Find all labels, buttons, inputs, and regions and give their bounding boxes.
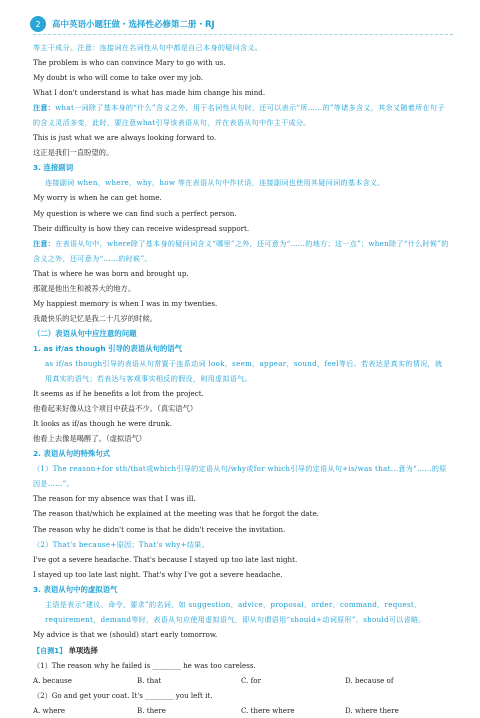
question-1-options <box>33 673 449 688</box>
text-line <box>33 70 449 85</box>
text-line <box>33 522 449 537</box>
line-text: （二）表语从句中应注意的问题 <box>33 328 137 338</box>
line-text: 那就是他出生和被养大的地方。 <box>33 283 136 293</box>
line-text: The reason that/which he explained at the meeting was that he forgot the date. <box>33 509 319 519</box>
text-line <box>33 281 449 296</box>
note-label: 注意： <box>33 238 56 248</box>
line-text: Their difficulty is how they can receive widespread support. <box>33 223 250 233</box>
text-line <box>33 446 449 461</box>
line-text: What I don't understand is what has made him change his mind. <box>33 88 266 98</box>
text-line <box>33 537 449 552</box>
text-line <box>33 416 449 431</box>
q2-option-a[interactable]: A. where <box>33 706 66 716</box>
line-text: My happiest memory is when I was in my twenties. <box>33 298 218 308</box>
line-text: 他看起来好像从这个项目中获益不少。（真实语气） <box>33 404 198 414</box>
text-line <box>33 85 449 100</box>
line-text: This is just what we are always looking forward to. <box>33 133 217 143</box>
line-text: 这正是我们一直盼望的。 <box>33 148 114 158</box>
text-line <box>33 40 449 55</box>
line-text: 3. 表语从句中的虚拟语气 <box>33 584 118 594</box>
note-label: 注意： <box>33 103 56 113</box>
text-line <box>33 326 449 341</box>
text-line <box>33 266 449 281</box>
text-line <box>33 567 449 582</box>
line-text: 我最快乐的记忆是我二十几岁的时候。 <box>33 313 158 323</box>
line-text: 3. 连接副词 <box>33 163 74 173</box>
text-line <box>33 296 449 311</box>
q1-option-b[interactable]: B. that <box>137 675 162 685</box>
line-text: That is where he was born and brought up. <box>33 268 189 278</box>
text-line <box>33 221 449 236</box>
text-line <box>33 552 449 567</box>
line-text: It seems as if he benefits a lot from the project. <box>33 389 204 399</box>
line-text: 连接副词 when，where，why，how 等在表语从句中作状语，连接副词也使用其疑问词的基本含义。 <box>45 178 385 188</box>
text-line <box>33 175 449 190</box>
q2-option-d[interactable]: D. where there <box>345 706 399 716</box>
text-line <box>33 311 449 326</box>
question-1: （1）The reason why he failed is ________ he was too careless. <box>33 660 256 670</box>
q2-option-c[interactable]: C. there where <box>241 706 295 716</box>
text-line <box>33 55 449 70</box>
text-line <box>33 506 449 521</box>
line-text: （2）That's because+原因；That's why+结果。 <box>33 539 210 549</box>
line-text: The reason why he didn't come is that he didn't receive the invitation. <box>33 524 286 534</box>
text-line <box>33 386 449 401</box>
text-line <box>33 356 449 386</box>
exercise-title: 单项选择 <box>68 645 98 655</box>
line-text: My doubt is who will come to take over my job. <box>33 73 204 83</box>
text-line <box>33 160 449 175</box>
page-number-badge: 2 <box>30 16 46 32</box>
line-text: what一词除了基本身的“什么”含义之外，用于名词性从句时，还可以表示“所……的”等诸多含义，其余又随着所在句子的含义灵活多变，此时，要注意what引导该表语从句，并在表语从句中作主干成分。 <box>33 103 445 128</box>
text-lines <box>33 40 449 642</box>
text-line <box>33 145 449 160</box>
line-text: My worry is when he can get home. <box>33 193 162 203</box>
q1-option-a[interactable]: A. because <box>33 675 72 685</box>
text-line <box>33 130 449 145</box>
line-text: 等主干成分。注意：连接词在名词性从句中都是自己本身的疑问含义。 <box>33 43 263 52</box>
text-line <box>33 597 449 627</box>
page-content <box>33 40 449 718</box>
line-text: My question is where we can find such a perfect person. <box>33 208 237 218</box>
line-text: 主语是表示“建议、命令、要求”的名词，如 suggestion，advice，proposal，order，command，request，requirement，demand等时，表语从句应使用虚拟语气，即从句谓语用“should+动词原形”，should可以省略。 <box>45 599 426 624</box>
line-text: 他看上去像是喝醉了。（虚拟语气） <box>33 434 147 444</box>
line-text: It looks as if/as though he were drunk. <box>33 419 172 429</box>
line-text: 2. 表语从句的特殊句式 <box>33 449 111 459</box>
text-line <box>33 190 449 205</box>
book-title: 高中英语小题狂做・选择性必修第二册・RJ <box>52 20 215 30</box>
q1-option-c[interactable]: C. for <box>241 675 261 685</box>
line-text: The reason for my absence was that I was ill. <box>33 494 196 504</box>
line-text: 在表语从句中，where除了基本身的疑问词含义“哪里”之外，还可意为“……的地方；这一点”；when除了“什么时候”的含义之外，还可意为“……的时候”。 <box>33 238 449 263</box>
text-line <box>33 491 449 506</box>
text-line <box>33 401 449 416</box>
question-2: （2）Go and get your coat. It's ________ you left it. <box>33 691 213 701</box>
line-text: I stayed up too late last night. That's why I've got a severe headache. <box>33 569 283 579</box>
line-text: as if/as though引导的表语从句常置于连系动词 look，seem，appear，sound，feel等后。若表达是真实的情况，就用真实的语气；若表达与客观事实相反的假设，则用虚拟语气。 <box>45 358 443 384</box>
line-text: My advice is that we (should) start early tomorrow. <box>33 629 218 639</box>
q2-option-b[interactable]: B. there <box>137 706 166 716</box>
exercise-heading <box>33 643 449 658</box>
text-line <box>33 461 449 491</box>
page-header <box>30 16 215 32</box>
line-text: The problem is who can convince Mary to go with us. <box>33 58 226 68</box>
line-text: 1. as if/as though 引导的表语从句的语气 <box>33 343 183 353</box>
text-line <box>33 236 449 266</box>
q1-option-d[interactable]: D. because of <box>345 675 394 685</box>
text-line <box>33 206 449 221</box>
text-line <box>33 627 449 642</box>
line-text: I've got a severe headache. That's because I stayed up too late last night. <box>33 554 298 564</box>
text-line <box>33 582 449 597</box>
line-text: （1）The reason+for sth/that或which引导的定语从句/why或for which引导的定语从句+is/was that...意为“……的原因是……”。 <box>33 464 447 489</box>
text-line <box>33 431 449 446</box>
exercise-label: 【自测1】 <box>33 645 67 655</box>
header-divider <box>33 34 453 35</box>
text-line <box>33 100 449 130</box>
text-line <box>33 341 449 356</box>
